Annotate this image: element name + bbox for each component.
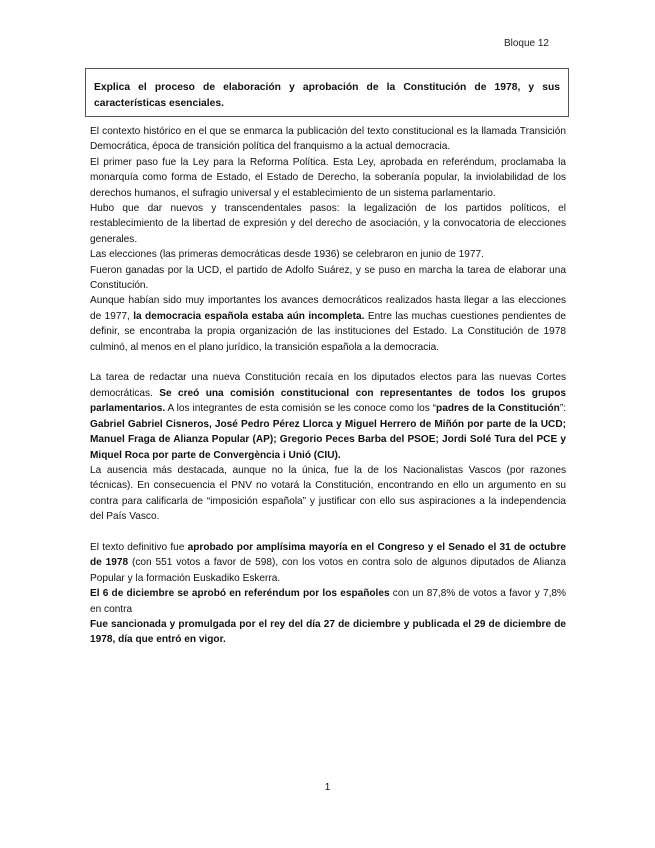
bold-run: El 6 de diciembre se aprobó en referéndum por los españoles: [90, 588, 390, 600]
text-run: ”:: [559, 403, 566, 415]
text-run: A los integrantes de esta comisión se les conoce como los “: [165, 403, 437, 415]
bold-run: la democracia española estaba aún incompleta.: [133, 310, 365, 322]
paragraph-elections: Las elecciones (las primeras democráticas desde 1936) se celebraron en junio de 1977.: [90, 249, 484, 261]
paragraph-promulgation: [90, 617, 566, 648]
paragraph-new-steps: Hubo que dar nuevos y transcendentales pasos: la legalización de los partidos políticos, el restablecimiento de la libertad de expresión y del derecho de asociación, y la convocatoria de elecciones generales.: [90, 203, 566, 245]
paragraph-basque-absence: La ausencia más destacada, aunque no la única, fue la de los Nacionalistas Vascos (por razones técnicas). En consecuencia el PNV no votará la Constitución, encontrando en ello un argumento en su contra para calificarla de “imposición española” y justificar con ello sus aspiraciones a la independencia del País Vasco.: [90, 464, 566, 523]
paragraph-context: El contexto histórico en el que se enmarca la publicación del texto constitucional es la llamada Transición Democrática, época de transición política del franquismo a la actual democracia.: [90, 126, 566, 153]
text-run: Entre las muchas cuestiones pendientes de definir, se encontraba la propia organización de las instituciones del Estado. La Constitución de 1978 culminó, al menos en el plano jurídico, la transición española a la democracia.: [90, 310, 566, 353]
text-run: con un 87,8% de votos a favor y 7,8% en contra: [90, 588, 566, 615]
question-text: Explica el proceso de elaboración y aprobación de la Constitución de 1978, y sus características esenciales.: [94, 82, 560, 109]
text-run: La tarea de redactar una nueva Constitución recaía en los diputados electos para las nuevas Cortes democráticas.: [90, 372, 566, 399]
page-number: 1: [324, 782, 331, 793]
block-label: Bloque 12: [503, 38, 549, 49]
paragraph-ucd-victory: Fueron ganadas por la UCD, el partido de Adolfo Suárez, y se puso en marcha la tarea de elaborar una Constitución.: [90, 264, 566, 292]
paragraph-commission: [90, 370, 566, 462]
document-body: [90, 124, 566, 648]
question-box: [85, 68, 569, 117]
paragraph-political-reform: El primer paso fue la Ley para la Reforma Política. Esta Ley, aprobada en referéndum, proclamaba la monarquía como forma de Estado, el Estado de Derecho, la soberanía popular, la inviolabilidad de los derechos humanos, el sufragio universal y el establecimiento de un sistema parlamentario.: [90, 156, 566, 199]
paragraph-referendum: [90, 586, 566, 617]
bold-run: Se creó una comisión constitucional con representantes de todos los grupos parlamentarios.: [90, 387, 566, 415]
paragraph-approval: [90, 540, 566, 586]
text-run: Aunque habían sido muy importantes los avances democráticos realizados hasta llegar a las elecciones de 1977,: [90, 295, 566, 322]
text-run: El texto definitivo fue: [90, 541, 188, 553]
paragraph-incomplete-democracy: [90, 293, 566, 355]
bold-run: aprobado por amplísima mayoría en el Congreso y el Senado el 31 de octubre de 1978: [90, 541, 567, 569]
bold-run: padres de la Constitución: [436, 403, 560, 415]
bold-run: Gabriel Gabriel Cisneros, José Pedro Pérez Llorca y Miguel Herrero de Miñón por parte de la UCD; Manuel Fraga de Alianza Popular (AP); Gregorio Peces Barba del PSOE; Jordi Solé Tura del PCE y Miquel Roca por parte de Convergència i Unió (CIU).: [90, 418, 566, 461]
text-run: (con 551 votos a favor de 598), con los votos en contra solo de algunos diputados de Alianza Popular y la formación Euskadiko Eskerra.: [90, 557, 566, 584]
bold-run: Fue sancionada y promulgada por el rey del día 27 de diciembre y publicada el 29 de diciembre de 1978, día que entró en vigor.: [90, 618, 566, 646]
